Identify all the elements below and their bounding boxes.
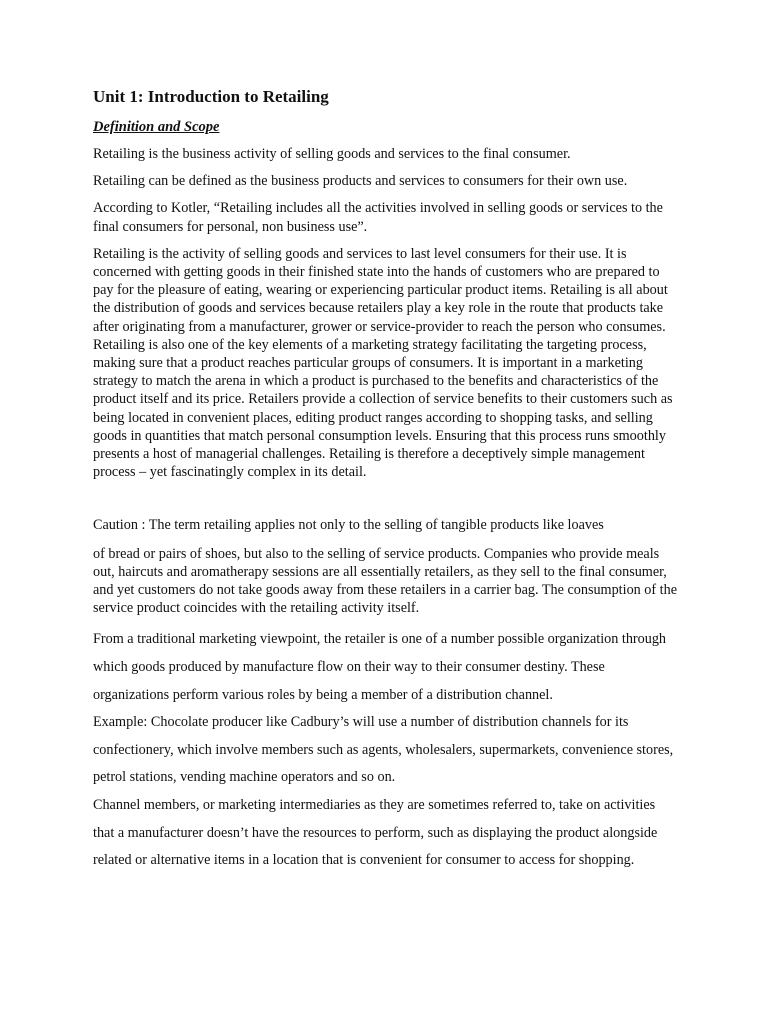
paragraph-marketing-viewpoint: From a traditional marketing viewpoint, the retailer is one of a number possible organization through which goods produced by manufacture flow on their way to their consumer destiny. These organizations perform various roles by being a member of a distribution channel. xyxy=(93,631,667,703)
paragraph-caution-rest: of bread or pairs of shoes, but also to the selling of service products. Companies who provide meals out, haircuts and aromatherapy sessions are all essentially retailers, as they sell to the final consumer, and yet customers do not take goods away from these retailers in a carrier bag. The consumption of the service product coincides with the retailing activity itself. xyxy=(93,545,678,617)
paragraph-retailing-activity: Retailing is the activity of selling goods and services to last level consumers for their use. It is concerned with getting goods in their finished state into the hands of customers who are prepared to pay for the pleasure of eating, wearing or experiencing particular product items. Retailing is all about the distribution of goods and services because retailers play a key role in the route that products take after originating from a manufacturer, grower or service-provider to reach the person who consumes. Retailing is also one of the key elements of a marketing strategy facilitating the targeting process, making sure that a product reaches particular groups of consumers. It is important in a marketing strategy to match the arena in which a product is purchased to the benefits and characteristics of the product itself and its price. Retailers provide a collection of service benefits to their customers such as being located in convenient places, editing product ranges according to shopping tasks, and selling goods in quantities that match personal consumption levels. Ensuring that this process runs smoothly presents a host of managerial challenges. Retailing is therefore a deceptively simple management process – yet fascinatingly complex in its detail. xyxy=(93,245,673,481)
paragraph-channel-members: Channel members, or marketing intermediaries as they are sometimes referred to, take on activities that a manufacturer doesn’t have the resources to perform, such as displaying the product alongside related or alternative items in a location that is convenient for consumer to access for shopping. xyxy=(93,797,658,869)
paragraph-defined-as: Retailing can be defined as the business products and services to consumers for their own use. xyxy=(93,173,628,190)
paragraph-caution-line: Caution : The term retailing applies not only to the selling of tangible products like loaves xyxy=(93,517,604,534)
page-title: Unit 1: Introduction to Retailing xyxy=(93,87,329,106)
paragraph-gap xyxy=(93,490,679,516)
document-body xyxy=(93,86,679,875)
paragraph-kotler-quote: According to Kotler, “Retailing includes all the activities involved in selling goods or services to the final consumers for personal, non business use”. xyxy=(93,200,663,235)
paragraph-cadbury-example: Example: Chocolate producer like Cadbury’s will use a number of distribution channels for its confectionery, which involve members such as agents, wholesalers, supermarkets, convenience stores, petrol stations, vending machine operators and so on. xyxy=(93,714,674,786)
paragraph-definition: Retailing is the business activity of selling goods and services to the final consumer. xyxy=(93,146,571,162)
section-heading: Definition and Scope xyxy=(93,119,220,135)
